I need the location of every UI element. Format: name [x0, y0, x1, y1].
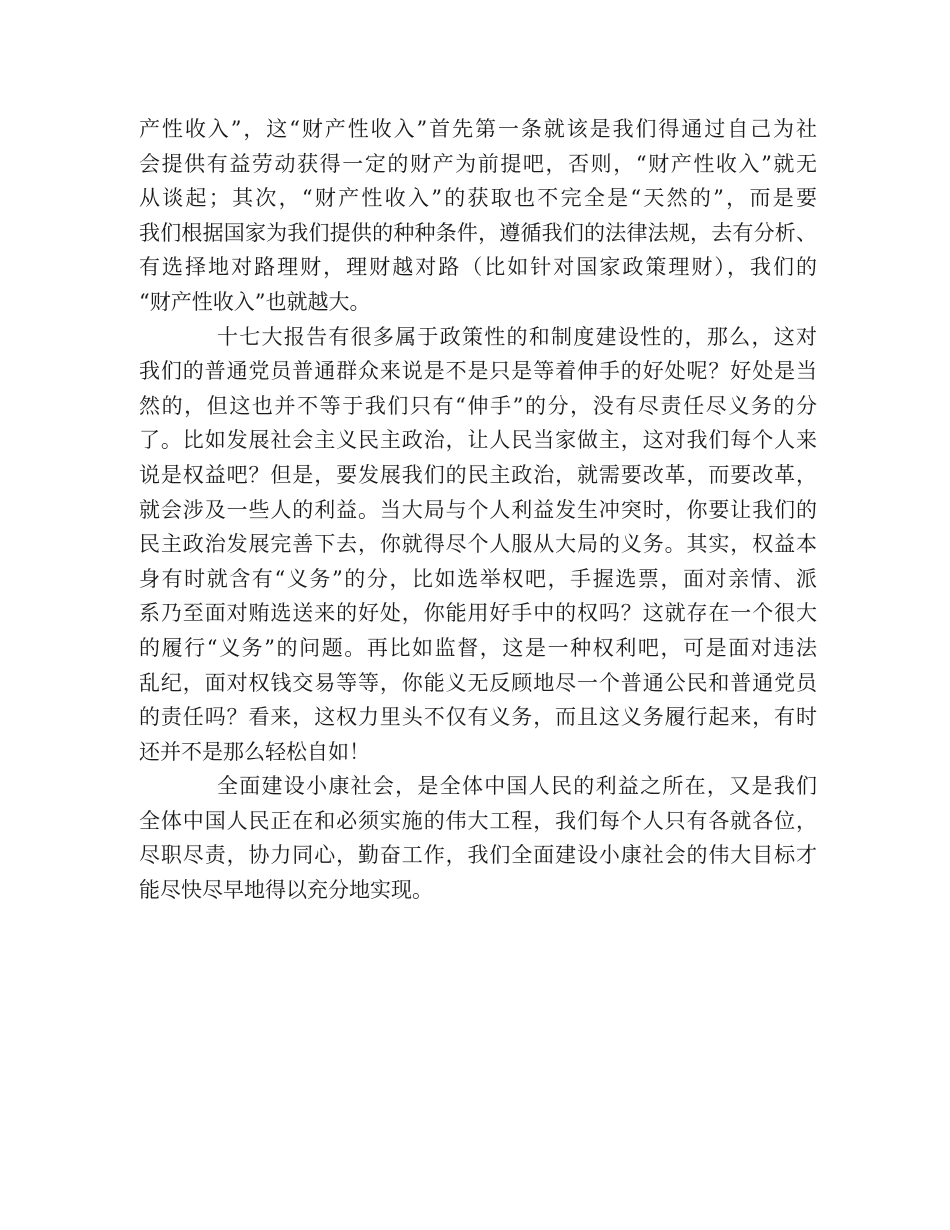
text-line: 的履行“义务”的问题。再比如监督，这是一种权利吧，可是面对违法 — [139, 635, 817, 660]
paragraph-2 — [139, 320, 817, 770]
paragraph-3 — [139, 769, 817, 907]
text-line: 了。比如发展社会主义民主政治，让人民当家做主，这对我们每个人来 — [139, 428, 817, 453]
text-line: 身有时就含有“义务”的分，比如选举权吧，手握选票，面对亲情、派 — [139, 566, 817, 591]
document-body — [139, 112, 817, 908]
text-line: 全体中国人民正在和必须实施的伟大工程，我们每个人只有各就各位， — [139, 808, 817, 833]
text-line: 乱纪，面对权钱交易等等，你能义无反顾地尽一个普通公民和普通党员 — [139, 670, 817, 695]
text-line: 民主政治发展完善下去，你就得尽个人服从大局的义务。其实，权益本 — [139, 532, 817, 557]
text-line: 全面建设小康社会，是全体中国人民的利益之所在，又是我们 — [217, 774, 817, 799]
text-line: 说是权益吧？但是，要发展我们的民主政治，就需要改革，而要改革， — [139, 462, 817, 487]
text-line: 还并不是那么轻松自如！ — [139, 739, 370, 764]
text-line: “财产性收入”也就越大。 — [139, 289, 371, 314]
text-line: 我们的普通党员普通群众来说是不是只是等着伸手的好处呢？好处是当 — [139, 359, 817, 384]
text-line: 有选择地对路理财，理财越对路（比如针对国家政策理财），我们的 — [139, 255, 817, 280]
text-line: 产性收入”，这“财产性收入”首先第一条就该是我们得通过自己为社 — [139, 117, 817, 141]
text-line: 会提供有益劳动获得一定的财产为前提吧，否则，“财产性收入”就无 — [139, 151, 817, 176]
text-line: 就会涉及一些人的利益。当大局与个人利益发生冲突时，你要让我们的 — [139, 497, 817, 522]
text-line: 十七大报告有很多属于政策性的和制度建设性的，那么，这对 — [217, 324, 817, 349]
text-line: 我们根据国家为我们提供的种种条件，遵循我们的法律法规，去有分析、 — [139, 220, 817, 245]
text-line: 系乃至面对贿选送来的好处，你能用好手中的权吗？这就存在一个很大 — [139, 601, 817, 626]
paragraph-1 — [139, 112, 817, 320]
text-line: 然的，但这也并不等于我们只有“伸手”的分，没有尽责任尽义务的分 — [139, 393, 817, 418]
text-line: 尽职尽责，协力同心，勤奋工作，我们全面建设小康社会的伟大目标才 — [139, 843, 817, 868]
text-line: 从谈起；其次，“财产性收入”的获取也不完全是“天然的”，而是要 — [139, 186, 817, 211]
text-line: 能尽快尽早地得以充分地实现。 — [139, 878, 433, 903]
text-line: 的责任吗？看来，这权力里头不仅有义务，而且这义务履行起来，有时 — [139, 705, 817, 730]
